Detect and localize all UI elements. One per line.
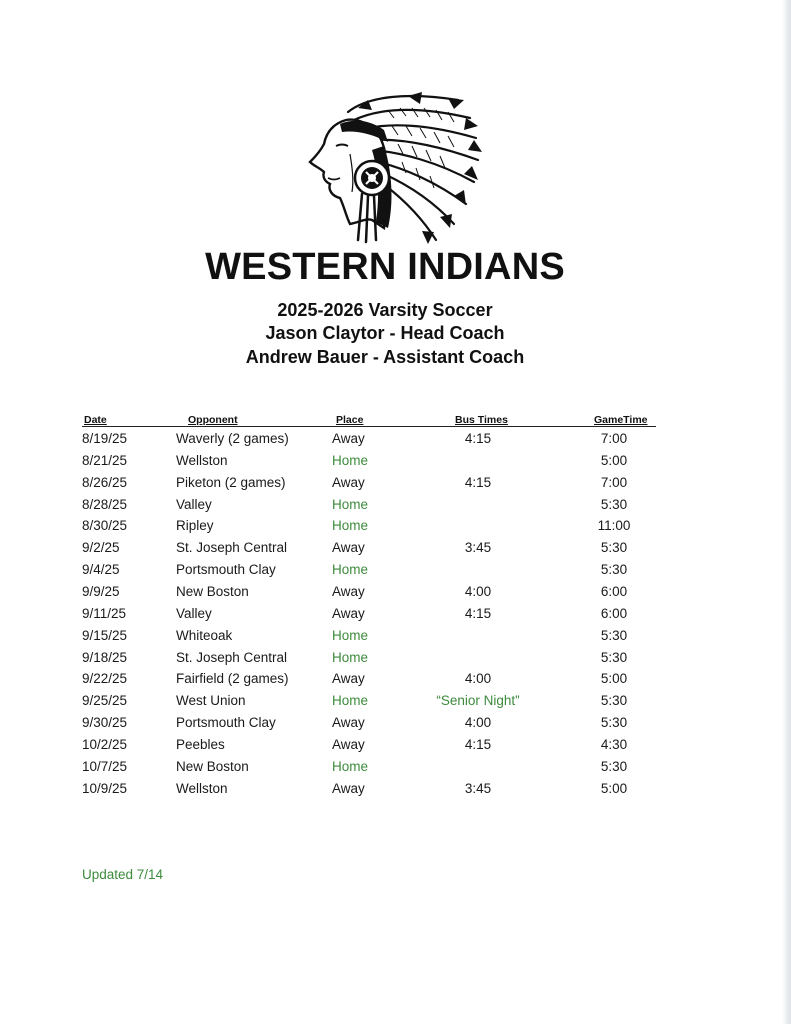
cell-game-time: 5:30 bbox=[600, 562, 628, 578]
cell-game-time: 5:30 bbox=[600, 540, 628, 556]
cell-opponent: Wellston bbox=[176, 452, 228, 468]
table-row bbox=[0, 781, 791, 803]
cell-place: Away bbox=[332, 780, 365, 796]
cell-place: Away bbox=[332, 605, 365, 621]
cell-date: 9/11/25 bbox=[82, 605, 127, 621]
cell-date: 8/28/25 bbox=[82, 496, 128, 512]
cell-place: Home bbox=[332, 518, 369, 534]
table-row bbox=[0, 715, 791, 737]
cell-place: Away bbox=[332, 540, 365, 556]
table-row bbox=[0, 759, 791, 781]
cell-game-time: 6:00 bbox=[600, 605, 628, 621]
cell-opponent: Peebles bbox=[176, 736, 225, 752]
cell-place: Away bbox=[332, 736, 365, 752]
cell-opponent: New Boston bbox=[176, 583, 249, 599]
table-row bbox=[0, 562, 791, 584]
cell-place: Home bbox=[332, 496, 369, 512]
table-row bbox=[0, 737, 791, 759]
header-rule bbox=[82, 426, 656, 427]
indian-chief-logo-icon bbox=[288, 90, 484, 246]
cell-bus-time: 4:15 bbox=[464, 736, 492, 752]
cell-opponent: Ripley bbox=[176, 518, 214, 534]
cell-date: 10/7/25 bbox=[82, 758, 128, 774]
cell-date: 9/30/25 bbox=[82, 715, 128, 731]
cell-date: 9/22/25 bbox=[82, 671, 128, 687]
cell-game-time: 5:30 bbox=[600, 715, 628, 731]
cell-place: Away bbox=[332, 474, 365, 490]
cell-game-time: 5:30 bbox=[600, 627, 628, 643]
cell-bus-time: “Senior Night” bbox=[436, 693, 520, 709]
cell-game-time: 5:00 bbox=[600, 780, 628, 796]
cell-opponent: St. Joseph Central bbox=[176, 649, 288, 665]
cell-opponent: Valley bbox=[176, 496, 212, 512]
cell-bus-time: 4:15 bbox=[464, 605, 492, 621]
head-coach: Jason Claytor - Head Coach bbox=[265, 323, 505, 343]
cell-opponent: St. Joseph Central bbox=[176, 540, 288, 556]
cell-date: 8/26/25 bbox=[82, 474, 128, 490]
cell-date: 8/30/25 bbox=[82, 518, 128, 534]
updated-note: Updated 7/14 bbox=[82, 867, 164, 882]
cell-date: 8/19/25 bbox=[82, 431, 128, 446]
col-header-opponent: Opponent bbox=[188, 414, 238, 426]
col-header-gametime: GameTime bbox=[594, 414, 648, 426]
cell-bus-time: 4:00 bbox=[464, 715, 492, 731]
cell-place: Home bbox=[332, 649, 369, 665]
assistant-coach: Andrew Bauer - Assistant Coach bbox=[245, 347, 525, 367]
cell-place: Home bbox=[332, 562, 369, 578]
table-row bbox=[0, 431, 791, 453]
table-row bbox=[0, 693, 791, 715]
table-row bbox=[0, 540, 791, 562]
cell-place: Home bbox=[332, 452, 369, 468]
table-row bbox=[0, 518, 791, 540]
cell-place: Home bbox=[332, 627, 369, 643]
cell-game-time: 5:00 bbox=[600, 671, 628, 687]
table-row bbox=[0, 453, 791, 475]
cell-opponent: Portsmouth Clay bbox=[176, 562, 276, 578]
cell-date: 10/9/25 bbox=[82, 780, 128, 796]
cell-bus-time: 4:15 bbox=[464, 474, 492, 490]
cell-opponent: New Boston bbox=[176, 758, 249, 774]
cell-opponent: Valley bbox=[176, 605, 212, 621]
cell-game-time: 5:00 bbox=[600, 452, 628, 468]
cell-opponent: Piketon (2 games) bbox=[176, 474, 286, 490]
table-row bbox=[0, 628, 791, 650]
table-row bbox=[0, 497, 791, 519]
cell-date: 9/15/25 bbox=[82, 627, 128, 643]
cell-place: Away bbox=[332, 671, 365, 687]
cell-date: 8/21/25 bbox=[82, 452, 128, 468]
cell-place: Home bbox=[332, 693, 369, 709]
cell-game-time: 4:30 bbox=[600, 736, 628, 752]
cell-bus-time: 4:00 bbox=[464, 671, 492, 687]
col-header-place: Place bbox=[336, 414, 364, 426]
cell-bus-time: 3:45 bbox=[464, 780, 492, 796]
cell-bus-time: 4:15 bbox=[464, 431, 492, 446]
cell-date: 10/2/25 bbox=[82, 736, 128, 752]
table-row bbox=[0, 475, 791, 497]
cell-game-time: 7:00 bbox=[600, 431, 628, 446]
cell-game-time: 5:30 bbox=[600, 496, 628, 512]
col-header-bus-times: Bus Times bbox=[455, 414, 508, 426]
cell-place: Away bbox=[332, 715, 365, 731]
cell-place: Away bbox=[332, 583, 365, 599]
cell-opponent: Portsmouth Clay bbox=[176, 715, 276, 731]
cell-date: 9/9/25 bbox=[82, 583, 120, 599]
cell-place: Home bbox=[332, 758, 369, 774]
cell-game-time: 5:30 bbox=[600, 693, 628, 709]
cell-opponent: Whiteoak bbox=[176, 627, 233, 643]
cell-place: Away bbox=[332, 431, 365, 446]
cell-opponent: Waverly (2 games) bbox=[176, 431, 289, 446]
cell-date: 9/18/25 bbox=[82, 649, 128, 665]
cell-game-time: 7:00 bbox=[600, 474, 628, 490]
cell-opponent: Fairfield (2 games) bbox=[176, 671, 289, 687]
table-row bbox=[0, 584, 791, 606]
cell-game-time: 5:30 bbox=[600, 758, 628, 774]
cell-opponent: West Union bbox=[176, 693, 246, 709]
cell-bus-time: 4:00 bbox=[464, 583, 492, 599]
table-row bbox=[0, 671, 791, 693]
cell-game-time: 5:30 bbox=[600, 649, 628, 665]
col-header-date: Date bbox=[84, 414, 107, 426]
table-row bbox=[0, 650, 791, 672]
season-subtitle: 2025-2026 Varsity Soccer bbox=[277, 300, 493, 320]
cell-date: 9/25/25 bbox=[82, 693, 128, 709]
cell-date: 9/4/25 bbox=[82, 562, 120, 578]
table-row bbox=[0, 606, 791, 628]
cell-bus-time: 3:45 bbox=[464, 540, 492, 556]
cell-game-time: 6:00 bbox=[600, 583, 628, 599]
page-title: WESTERN INDIANS bbox=[205, 246, 565, 288]
cell-game-time: 11:00 bbox=[597, 518, 631, 534]
cell-date: 9/2/25 bbox=[82, 540, 120, 556]
cell-opponent: Wellston bbox=[176, 780, 228, 796]
